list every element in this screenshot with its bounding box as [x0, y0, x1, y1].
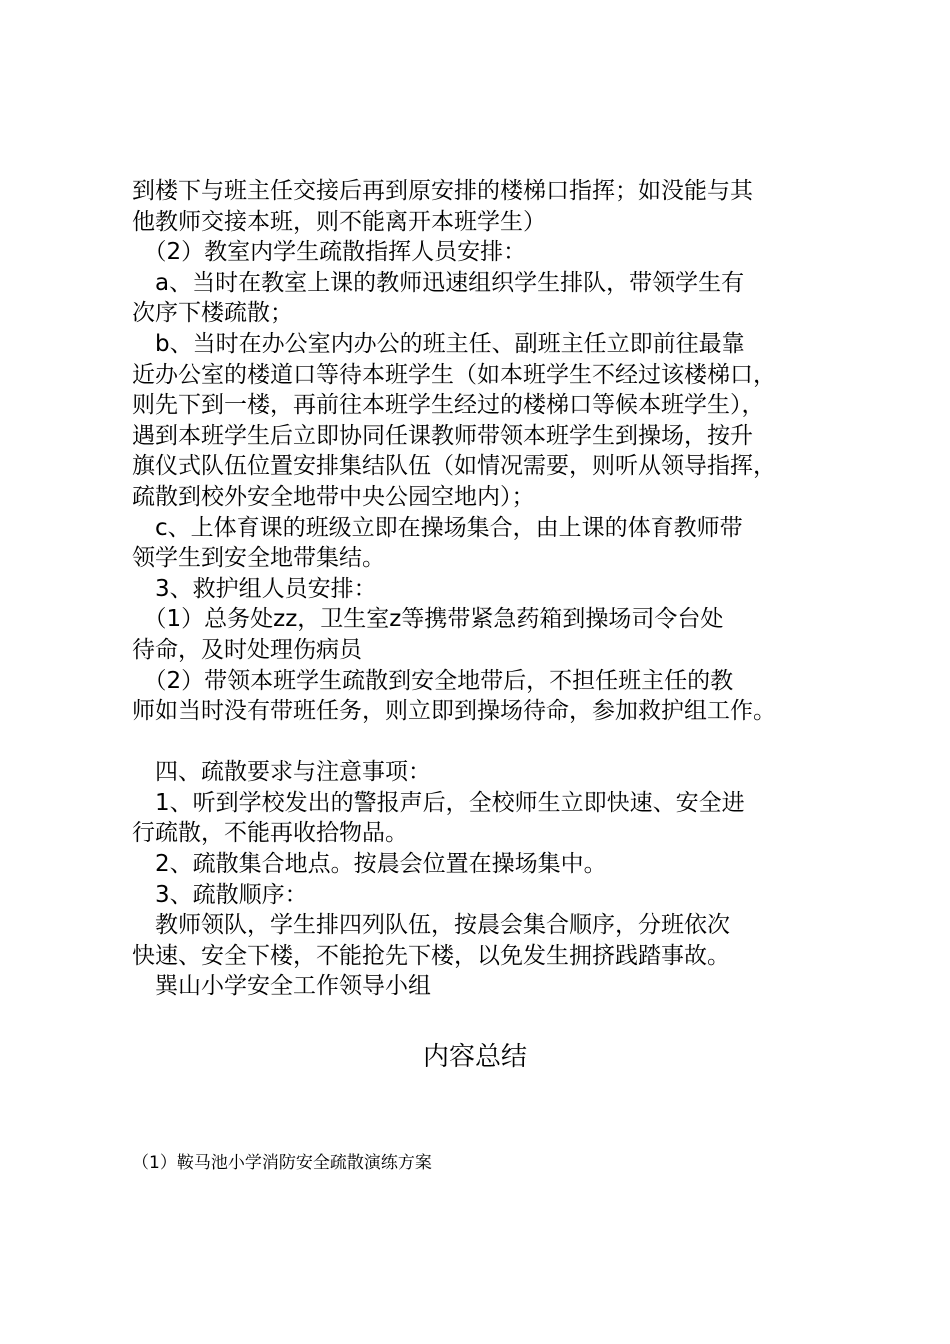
body-line: 到楼下与班主任交接后再到原安排的楼梯口指挥；如没能与其: [132, 178, 753, 204]
body-line: 3、疏散顺序：: [132, 881, 308, 908]
body-line: 近办公室的楼道口等待本班学生（如本班学生不经过该楼梯口，: [132, 361, 776, 388]
body-line: 领学生到安全地带集结。: [132, 545, 385, 572]
body-line: c、上体育课的班级立即在操场集合，由上课的体育教师带: [132, 514, 743, 541]
body-line: b、当时在办公室内办公的班主任、副班主任立即前往最靠: [132, 330, 745, 357]
body-line: 待命，及时处理伤病员: [132, 636, 362, 663]
body-line: 2、疏散集合地点。按晨会位置在操场集中。: [132, 851, 607, 878]
section-heading: 四、疏散要求与注意事项：: [132, 759, 431, 786]
body-line: 疏散到校外安全地带中央公园空地内）；: [132, 483, 535, 510]
body-line: 旗仪式队伍位置安排集结队伍（如情况需要，则听从领导指挥，: [132, 453, 776, 480]
signature-line: 巽山小学安全工作领导小组: [132, 973, 431, 1000]
body-line: 遇到本班学生后立即协同任课教师带领本班学生到操场，按升: [132, 422, 753, 449]
document-body: [132, 176, 852, 1002]
body-line: （2）教室内学生疏散指挥人员安排：: [132, 239, 527, 266]
body-line: 次序下楼疏散；: [132, 300, 293, 327]
body-line: a、当时在教室上课的教师迅速组织学生排队，带领学生有: [132, 269, 745, 296]
body-line: 快速、安全下楼，不能抢先下楼，以免发生拥挤践踏事故。: [132, 942, 730, 969]
summary-title: 内容总结: [422, 1042, 527, 1072]
paragraph-gap: [132, 727, 852, 758]
body-line: 他教师交接本班，则不能离开本班学生）: [132, 208, 546, 235]
body-line: 行疏散，不能再收拾物品。: [132, 820, 408, 847]
body-line: 教师领队，学生排四列队伍，按晨会集合顺序，分班依次: [132, 912, 730, 939]
body-line: 则先下到一楼，再前往本班学生经过的楼梯口等候本班学生），: [132, 392, 765, 419]
summary-item: （1）鞍马池小学消防安全疏散演练方案: [132, 1153, 432, 1173]
body-line: 1、听到学校发出的警报声后，全校师生立即快速、安全进: [132, 789, 745, 816]
body-line: （1）总务处zz，卫生室z等携带紧急药箱到操场司令台处: [132, 606, 724, 633]
body-line: 师如当时没有带班任务，则立即到操场待命，参加救护组工作。: [132, 698, 776, 725]
body-line: 3、救护组人员安排：: [132, 575, 377, 602]
body-line: （2）带领本班学生疏散到安全地带后，不担任班主任的教: [132, 667, 734, 694]
